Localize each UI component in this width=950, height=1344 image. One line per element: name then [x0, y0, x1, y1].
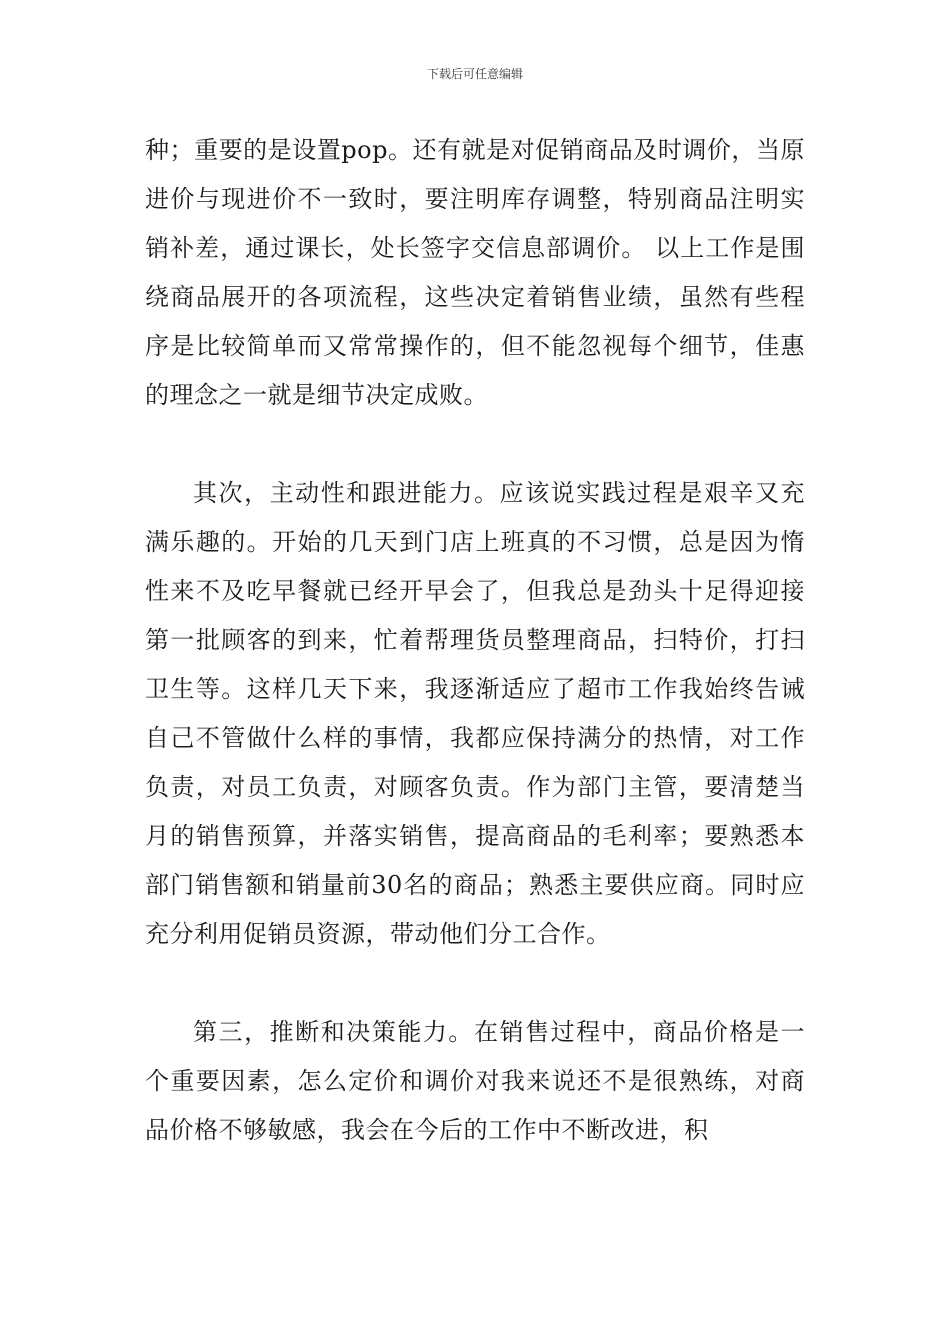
paragraph-gap — [145, 420, 805, 469]
page-header: 下载后可任意编辑 — [426, 67, 523, 81]
paragraph-2: 其次，主动性和跟进能力。应该说实践过程是艰辛又充满乐趣的。开始的几天到门店上班真的不习惯，总是因为惰性来不及吃早餐就已经开早会了，但我总是劲头十足得迎接第一批顾客的到来，忙着帮理货员整理商品，扫特价，打扫卫生等。这样几天下来，我逐渐适应了超市工作我始终告诫自己不管做什么样的事情，我都应保持满分的热情，对工作负责，对员工负责，对顾客负责。作为部门主管，要清楚当月的销售预算，并落实销售，提高商品的毛利率；要熟悉本部门销售额和销量前30名的商品；熟悉主要供应商。同时应充分利用促销员资源，带动他们分工合作。 — [145, 479, 805, 948]
paragraph-gap — [145, 959, 805, 1008]
paragraph-3: 第三，推断和决策能力。在销售过程中，商品价格是一个重要因素，怎么定价和调价对我来说还不是很熟练，对商品价格不够敏感，我会在今后的工作中不断改进，积 — [145, 1018, 805, 1144]
document-body — [145, 126, 805, 1155]
paragraph-1: 种；重要的是设置pop。还有就是对促销商品及时调价，当原进价与现进价不一致时，要注明库存调整，特别商品注明实销补差，通过课长，处长签字交信息部调价。 以上工作是围绕商品展开的各项流程，这些决定着销售业绩，虽然有些程序是比较简单而又常常操作的，但不能忽视每个细节，佳惠的理念之一就是细节决定成败。 — [145, 136, 805, 409]
